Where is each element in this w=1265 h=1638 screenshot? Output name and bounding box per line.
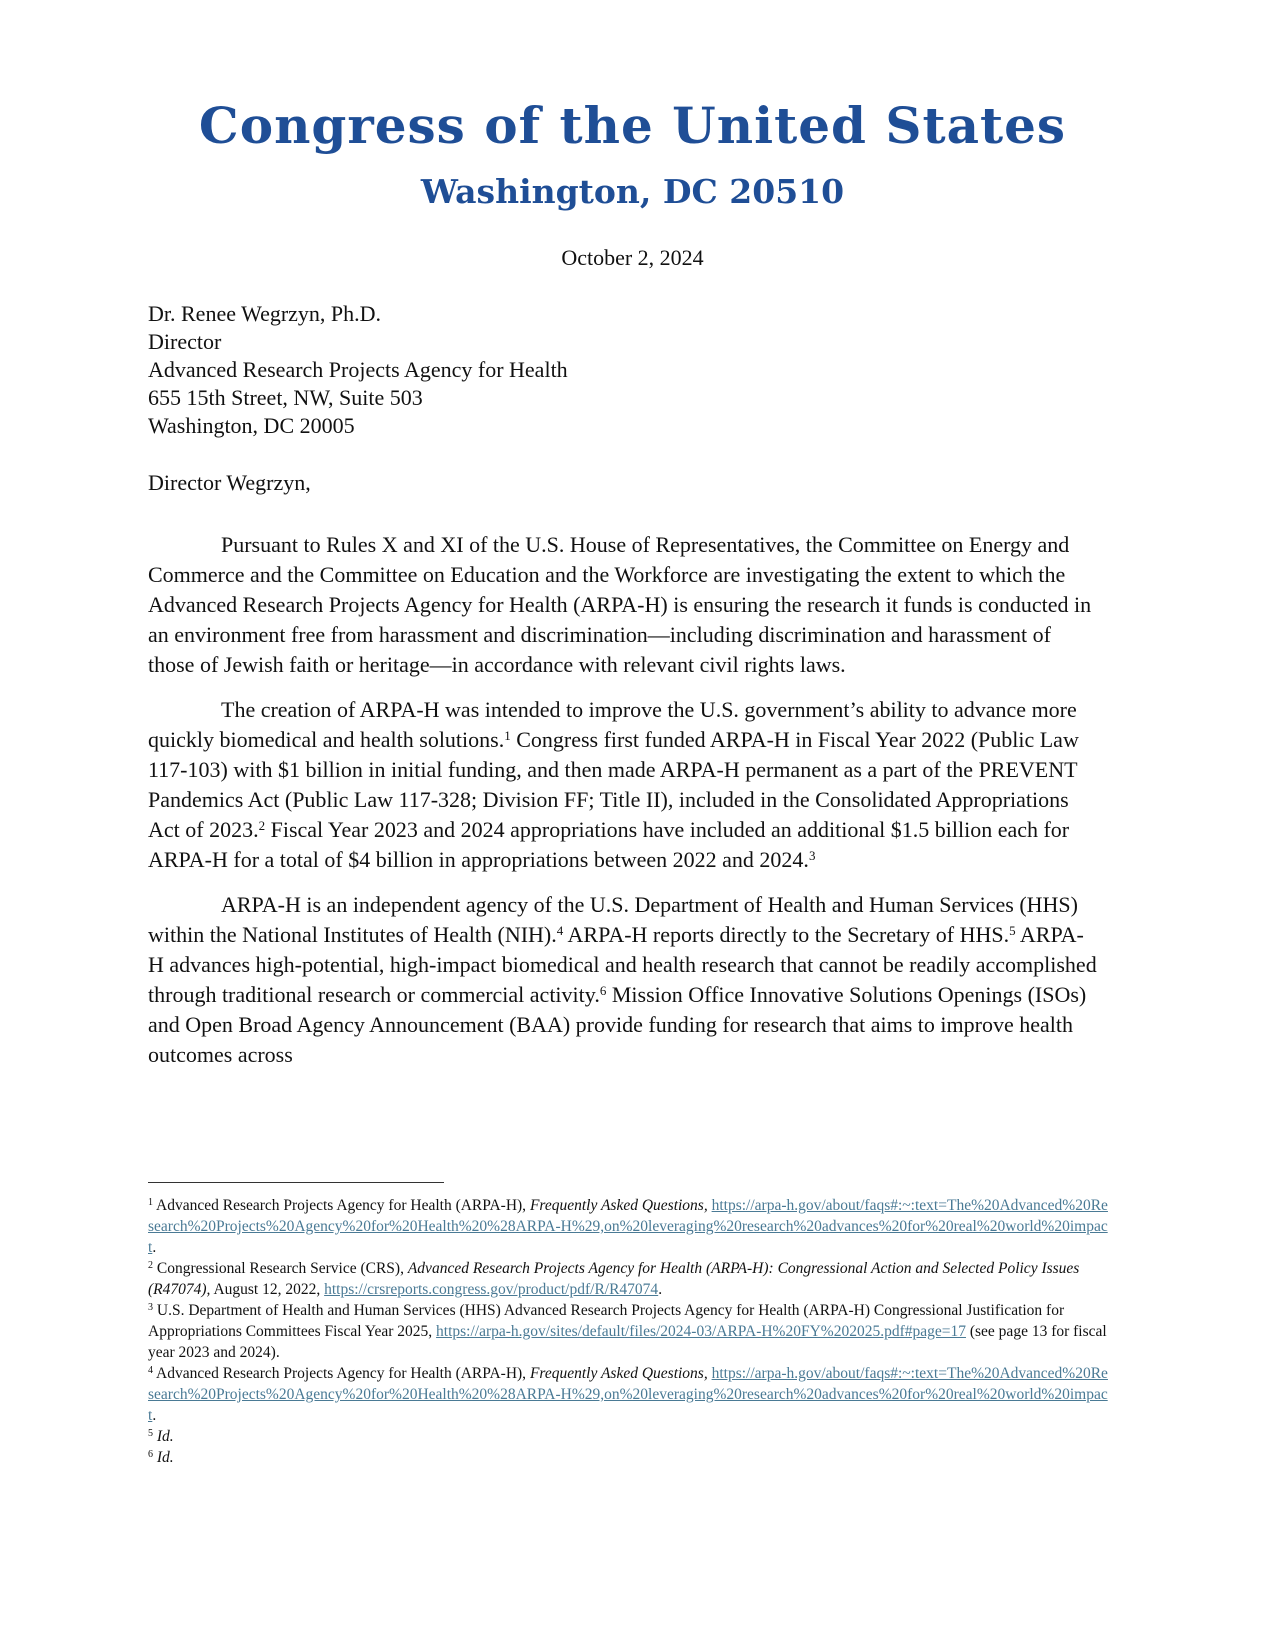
paragraph-3-text: Mission Office Innovative Solutions Openings (ISOs) and Open Broad Agency Announcement (BAA) provide funding for research that aims to improve health outcomes across	[148, 982, 1087, 1067]
footnote-number: 1	[148, 1197, 153, 1208]
paragraph-3-text: ARPA-H advances high-potential, high-impact biomedical and health research that cannot be readily accomplished through traditional research or commercial activity.	[148, 922, 1097, 1007]
footnote-number: 3	[148, 1302, 153, 1313]
footnote-ref[interactable]: 6	[599, 983, 607, 998]
footnote-link[interactable]: https://crsreports.congress.gov/product/pdf/R/R47074	[324, 1281, 659, 1298]
recipient-address-line1: 655 15th Street, NW, Suite 503	[148, 385, 423, 410]
footnote-text: .	[658, 1281, 663, 1298]
footnote-text: Advanced Research Projects Agency for Health (ARPA-H),	[153, 1197, 530, 1214]
paragraph-3-text: ARPA-H reports directly to the Secretary of HHS.	[563, 922, 1010, 947]
footnote-text: .	[152, 1239, 157, 1256]
recipient-title: Director	[148, 329, 222, 354]
footnote-title: Advanced Research Projects Agency for Health (ARPA-H): Congressional Action and Selected Policy Issues (R47074),	[148, 1260, 1080, 1298]
footnote-5	[148, 1426, 1108, 1447]
footnote-divider	[148, 1182, 444, 1183]
footnote-text: Advanced Research Projects Agency for Health (ARPA-H),	[153, 1365, 530, 1382]
letterhead-subtitle: Washington, DC 20510	[420, 172, 845, 211]
paragraph-1-text: Pursuant to Rules X and XI of the U.S. House of Representatives, the Committee on Energy and Commerce and the Committee on Education and the Workforce are investigating the extent to which the Advanced Research Projects Agency for Health (ARPA-H) is ensuring the research it funds is conducted in an environment free from harassment and discrimination—including discrimination and harassment of those of Jewish faith or heritage—in accordance with relevant civil rights laws.	[148, 532, 1092, 677]
letter-body	[148, 530, 1098, 1085]
footnote-title: Id.	[156, 1428, 174, 1445]
paragraph-2	[148, 695, 1098, 875]
footnote-3	[148, 1300, 1108, 1363]
footnote-ref[interactable]: 4	[556, 923, 564, 938]
letterhead-title: Congress of the United States	[198, 96, 1067, 155]
footnote-text: (see page 13 for fiscal year 2023 and 2024).	[148, 1323, 1107, 1361]
paragraph-2-text: Fiscal Year 2023 and 2024 appropriations have included an additional $1.5 billion each for ARPA-H for a total of $4 billion in appropriations between 2022 and 2024.	[148, 817, 1070, 872]
footnote-1	[148, 1195, 1108, 1258]
footnote-ref[interactable]: 2	[258, 818, 266, 833]
salutation: Director Wegrzyn,	[148, 470, 311, 495]
footnote-text: August 12, 2022,	[210, 1281, 325, 1298]
paragraph-3	[148, 890, 1098, 1070]
footnote-number: 2	[148, 1260, 153, 1271]
recipient-address	[148, 300, 568, 440]
recipient-organization: Advanced Research Projects Agency for Health	[148, 357, 568, 382]
footnote-link[interactable]: https://arpa-h.gov/about/faqs#:~:text=The%20Advanced%20Research%20Projects%20Agency%20for%20Health%20%28ARPA-H%29,on%20leveraging%20research%20advances%20for%20real%20world%20impact	[148, 1365, 1108, 1424]
footnote-ref[interactable]: 3	[808, 848, 816, 863]
recipient-address-line2: Washington, DC 20005	[148, 413, 355, 438]
footnote-link[interactable]: https://arpa-h.gov/about/faqs#:~:text=The%20Advanced%20Research%20Projects%20Agency%20for%20Health%20%28ARPA-H%29,on%20leveraging%20research%20advances%20for%20real%20world%20impact	[148, 1197, 1108, 1256]
paragraph-1	[148, 530, 1098, 680]
footnote-text: Congressional Research Service (CRS),	[153, 1260, 408, 1277]
footnote-ref[interactable]: 5	[1009, 923, 1016, 938]
paragraph-3-text: ARPA-H is an independent agency of the U.S. Department of Health and Human Services (HHS) within the National Institutes of Health (NIH).	[148, 892, 1078, 947]
footnote-number: 4	[148, 1365, 153, 1376]
recipient-name: Dr. Renee Wegrzyn, Ph.D.	[148, 301, 382, 326]
paragraph-2-text: The creation of ARPA-H was intended to improve the U.S. government’s ability to advance more quickly biomedical and health solutions.	[148, 697, 1077, 752]
paragraph-2-text: Congress first funded ARPA-H in Fiscal Year 2022 (Public Law 117-103) with $1 billion in initial funding, and then made ARPA-H permanent as a part of the PREVENT Pandemics Act (Public Law 117-328; Division FF; Title II), included in the Consolidated Appropriations Act of 2023.	[148, 727, 1079, 842]
footnote-2	[148, 1258, 1108, 1300]
footnote-title: Frequently Asked Questions,	[529, 1197, 708, 1214]
footnote-number: 6	[148, 1449, 153, 1460]
letter-date: October 2, 2024	[561, 245, 704, 270]
footnote-title: Frequently Asked Questions,	[529, 1365, 708, 1382]
footnote-link[interactable]: https://arpa-h.gov/sites/default/files/2024-03/ARPA-H%20FY%202025.pdf#page=17	[436, 1323, 966, 1340]
footnote-4	[148, 1363, 1108, 1426]
footnote-title: Id.	[156, 1449, 174, 1466]
footnotes	[148, 1195, 1108, 1468]
footnote-number: 5	[148, 1428, 153, 1439]
footnote-ref[interactable]: 1	[504, 728, 511, 743]
footnote-text: U.S. Department of Health and Human Services (HHS) Advanced Research Projects Agency for Health (ARPA-H) Congressional Justification for Appropriations Committees Fiscal Year 2025,	[148, 1302, 1065, 1340]
footnote-6	[148, 1447, 1108, 1468]
footnote-text: .	[152, 1407, 157, 1424]
